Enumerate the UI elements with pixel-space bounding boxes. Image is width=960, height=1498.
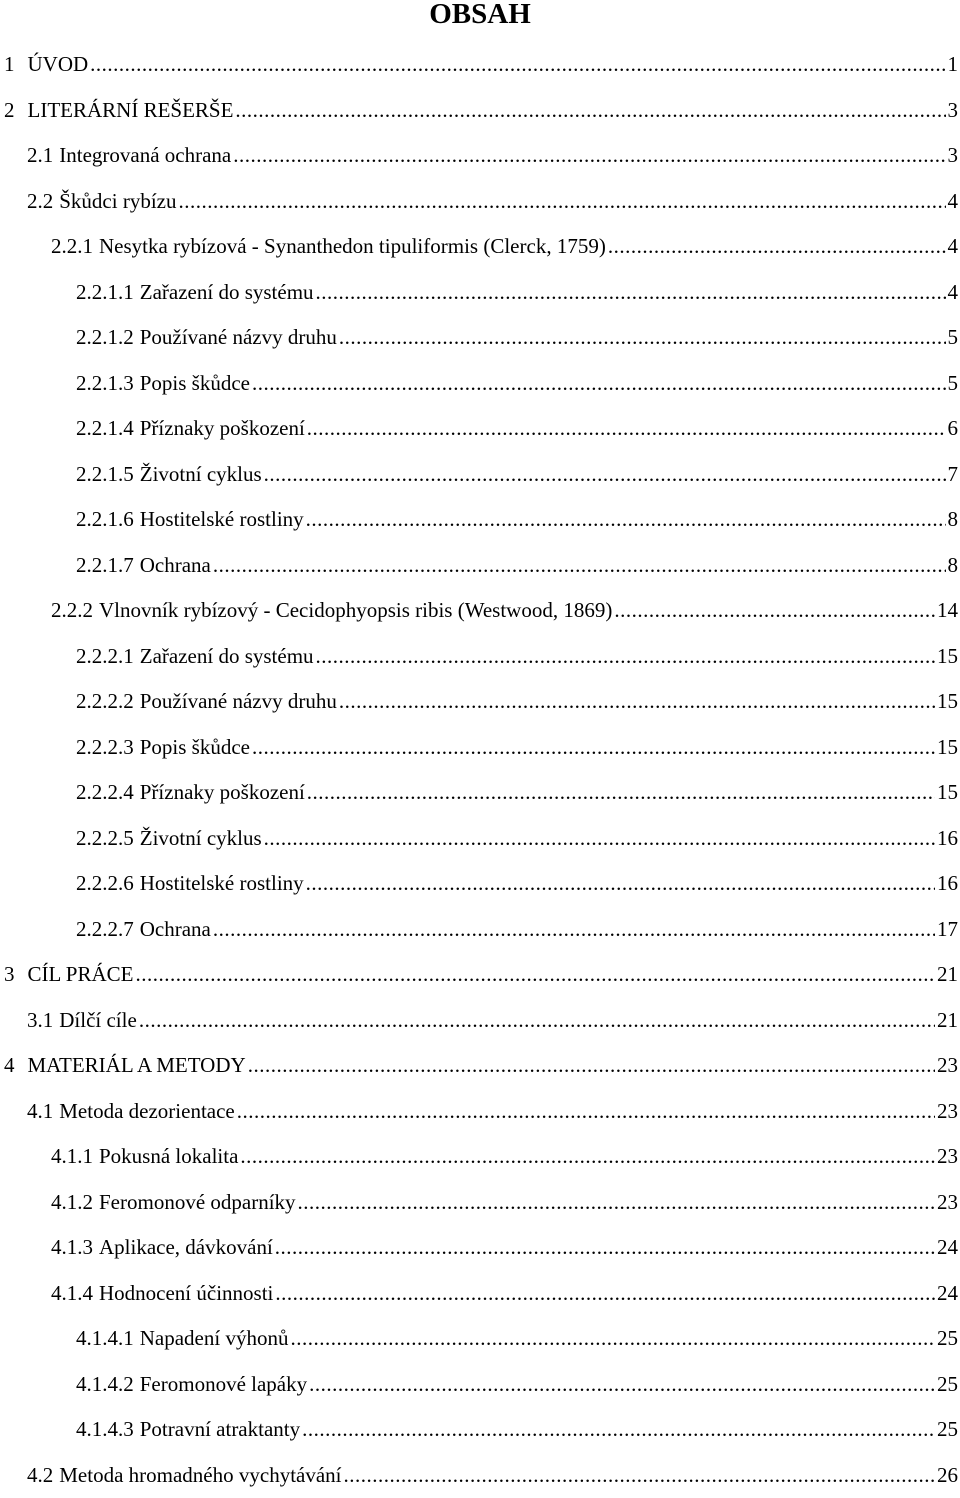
- toc-entry-number: 2.1: [27, 133, 53, 179]
- toc-entry-number: 2.2.2.5: [76, 816, 134, 862]
- toc-entry-number: 2.2.1.6: [76, 497, 134, 543]
- toc-entry-page-number: 1: [948, 42, 959, 88]
- toc-entry-page-number: 4: [948, 224, 959, 270]
- toc-entry-number: 4.1.4: [51, 1271, 93, 1317]
- toc-entry-number: 2.2.1.7: [76, 543, 134, 589]
- toc-entry-number: 2.2.2.6: [76, 861, 134, 907]
- toc-entry-number: 2.2.1.1: [76, 270, 134, 316]
- toc-entry-page-number: 3: [948, 133, 959, 179]
- toc-entry-title: Ochrana: [140, 543, 211, 589]
- toc-entry-number: 2: [4, 88, 15, 134]
- toc-entry-title: Vlnovník rybízový - Cecidophyopsis ribis (Westwood, 1869): [99, 588, 612, 634]
- toc-entry-page-number: 15: [937, 770, 958, 816]
- toc-entry-page-number: 3: [948, 88, 959, 134]
- page-title: OBSAH: [0, 0, 960, 34]
- dot-leader: [298, 1180, 935, 1226]
- toc-entry-page-number: 21: [937, 952, 958, 998]
- dot-leader: [213, 907, 935, 953]
- toc-entry[interactable]: [0, 588, 960, 634]
- table-of-contents: [0, 42, 960, 1498]
- dot-leader: [275, 1271, 935, 1317]
- toc-entry-number: 2.2.1.3: [76, 361, 134, 407]
- toc-entry-title: Ochrana: [140, 907, 211, 953]
- toc-entry[interactable]: [0, 816, 960, 862]
- toc-entry-title: Metoda dezorientace: [59, 1089, 235, 1135]
- toc-entry-title: Hodnocení účinnosti: [99, 1271, 273, 1317]
- toc-entry-page-number: 15: [937, 634, 958, 680]
- toc-entry-page-number: 23: [937, 1134, 958, 1180]
- toc-entry-page-number: 17: [937, 907, 958, 953]
- toc-entry[interactable]: [0, 1407, 960, 1453]
- dot-leader: [264, 816, 935, 862]
- toc-entry[interactable]: [0, 270, 960, 316]
- toc-entry[interactable]: [0, 1362, 960, 1408]
- toc-entry-number: 2.2.2.2: [76, 679, 134, 725]
- toc-entry-title: Škůdci rybízu: [59, 179, 176, 225]
- dot-leader: [275, 1225, 935, 1271]
- dot-leader: [307, 406, 946, 452]
- toc-entry-page-number: 8: [948, 543, 959, 589]
- toc-entry-title: Aplikace, dávkování: [99, 1225, 273, 1271]
- toc-entry[interactable]: [0, 1271, 960, 1317]
- toc-entry[interactable]: [0, 497, 960, 543]
- toc-entry[interactable]: [0, 179, 960, 225]
- toc-entry[interactable]: [0, 1316, 960, 1362]
- toc-entry[interactable]: [0, 361, 960, 407]
- toc-entry-number: 4.1.4.3: [76, 1407, 134, 1453]
- toc-entry-page-number: 16: [937, 861, 958, 907]
- dot-leader: [135, 952, 935, 998]
- toc-entry-page-number: 21: [937, 998, 958, 1044]
- dot-leader: [339, 315, 946, 361]
- toc-entry[interactable]: [0, 1225, 960, 1271]
- toc-entry-page-number: 6: [948, 406, 959, 452]
- toc-entry[interactable]: [0, 88, 960, 134]
- toc-entry[interactable]: [0, 406, 960, 452]
- toc-entry-title: Hostitelské rostliny: [140, 861, 304, 907]
- toc-entry-title: MATERIÁL A METODY: [28, 1043, 246, 1089]
- toc-entry-title: Integrovaná ochrana: [59, 133, 231, 179]
- toc-entry[interactable]: [0, 679, 960, 725]
- toc-entry[interactable]: [0, 1043, 960, 1089]
- toc-entry-number: 4: [4, 1043, 15, 1089]
- dot-leader: [240, 1134, 935, 1180]
- dot-leader: [264, 452, 946, 498]
- toc-entry[interactable]: [0, 998, 960, 1044]
- dot-leader: [306, 497, 946, 543]
- toc-entry-number: 1: [4, 42, 15, 88]
- toc-entry-page-number: 23: [937, 1180, 958, 1226]
- dot-leader: [237, 1089, 935, 1135]
- toc-entry-title: Hostitelské rostliny: [140, 497, 304, 543]
- toc-entry[interactable]: [0, 1180, 960, 1226]
- toc-entry-page-number: 25: [937, 1362, 958, 1408]
- toc-entry-page-number: 15: [937, 679, 958, 725]
- toc-entry-page-number: 24: [937, 1225, 958, 1271]
- toc-entry-number: 4.1: [27, 1089, 53, 1135]
- toc-entry[interactable]: [0, 952, 960, 998]
- toc-entry-title: Příznaky poškození: [140, 770, 305, 816]
- toc-entry-title: Popis škůdce: [140, 361, 250, 407]
- toc-entry-number: 2.2.1.4: [76, 406, 134, 452]
- toc-entry-number: 4.1.3: [51, 1225, 93, 1271]
- toc-entry-page-number: 23: [937, 1089, 958, 1135]
- toc-entry-title: Dílčí cíle: [59, 998, 137, 1044]
- toc-entry[interactable]: [0, 543, 960, 589]
- toc-entry-number: 2.2.2.1: [76, 634, 134, 680]
- toc-entry-title: Používané názvy druhu: [140, 679, 337, 725]
- dot-leader: [90, 42, 945, 88]
- toc-entry[interactable]: [0, 452, 960, 498]
- toc-entry[interactable]: [0, 725, 960, 771]
- toc-entry-number: 4.2: [27, 1453, 53, 1498]
- dot-leader: [316, 634, 935, 680]
- toc-entry-number: 2.2.2.7: [76, 907, 134, 953]
- toc-entry-number: 2.2.1: [51, 224, 93, 270]
- toc-entry-page-number: 5: [948, 315, 959, 361]
- toc-entry-page-number: 15: [937, 725, 958, 771]
- toc-entry-title: Životní cyklus: [140, 452, 262, 498]
- toc-entry-number: 4.1.4.1: [76, 1316, 134, 1362]
- toc-entry-page-number: 25: [937, 1407, 958, 1453]
- dot-leader: [252, 361, 946, 407]
- dot-leader: [608, 224, 946, 270]
- toc-entry-number: 3: [4, 952, 15, 998]
- toc-entry[interactable]: [0, 42, 960, 88]
- dot-leader: [252, 725, 935, 771]
- toc-entry[interactable]: [0, 224, 960, 270]
- dot-leader: [344, 1453, 936, 1498]
- toc-entry-title: Příznaky poškození: [140, 406, 305, 452]
- toc-entry-page-number: 16: [937, 816, 958, 862]
- dot-leader: [309, 1362, 935, 1408]
- toc-entry-page-number: 4: [948, 270, 959, 316]
- toc-entry-title: ÚVOD: [28, 42, 89, 88]
- toc-entry[interactable]: [0, 634, 960, 680]
- dot-leader: [306, 861, 935, 907]
- dot-leader: [178, 179, 945, 225]
- toc-entry[interactable]: [0, 1134, 960, 1180]
- toc-entry-number: 2.2.2: [51, 588, 93, 634]
- toc-entry-number: 2.2: [27, 179, 53, 225]
- toc-entry-title: Feromonové odparníky: [99, 1180, 296, 1226]
- toc-entry-title: Používané názvy druhu: [140, 315, 337, 361]
- toc-entry-number: 3.1: [27, 998, 53, 1044]
- toc-entry[interactable]: [0, 1453, 960, 1498]
- toc-entry-number: 4.1.4.2: [76, 1362, 134, 1408]
- toc-entry-title: Nesytka rybízová - Synanthedon tipuliformis (Clerck, 1759): [99, 224, 606, 270]
- toc-entry-page-number: 14: [937, 588, 958, 634]
- dot-leader: [302, 1407, 935, 1453]
- toc-entry-title: Životní cyklus: [140, 816, 262, 862]
- toc-entry-title: Pokusná lokalita: [99, 1134, 238, 1180]
- dot-leader: [233, 133, 945, 179]
- toc-entry-number: 2.2.1.5: [76, 452, 134, 498]
- toc-entry-title: Metoda hromadného vychytávání: [59, 1453, 341, 1498]
- toc-entry[interactable]: [0, 133, 960, 179]
- toc-entry-page-number: 26: [937, 1453, 958, 1498]
- dot-leader: [290, 1316, 935, 1362]
- toc-entry-number: 4.1.1: [51, 1134, 93, 1180]
- dot-leader: [307, 770, 935, 816]
- dot-leader: [139, 998, 935, 1044]
- toc-entry-page-number: 25: [937, 1316, 958, 1362]
- dot-leader: [213, 543, 946, 589]
- toc-entry-page-number: 7: [948, 452, 959, 498]
- toc-entry-title: Feromonové lapáky: [140, 1362, 307, 1408]
- toc-entry[interactable]: [0, 861, 960, 907]
- toc-entry-title: Zařazení do systému: [140, 634, 314, 680]
- dot-leader: [248, 1043, 935, 1089]
- toc-entry-number: 2.2.2.3: [76, 725, 134, 771]
- toc-entry-page-number: 4: [948, 179, 959, 225]
- toc-entry[interactable]: [0, 315, 960, 361]
- toc-entry[interactable]: [0, 1089, 960, 1135]
- toc-entry-page-number: 5: [948, 361, 959, 407]
- toc-entry-number: 4.1.2: [51, 1180, 93, 1226]
- toc-entry-page-number: 23: [937, 1043, 958, 1089]
- toc-entry[interactable]: [0, 770, 960, 816]
- toc-entry-title: Zařazení do systému: [140, 270, 314, 316]
- toc-entry-title: Popis škůdce: [140, 725, 250, 771]
- toc-entry-page-number: 8: [948, 497, 959, 543]
- dot-leader: [235, 88, 945, 134]
- toc-entry-title: LITERÁRNÍ REŠERŠE: [28, 88, 234, 134]
- toc-entry-number: 2.2.2.4: [76, 770, 134, 816]
- toc-entry-title: Potravní atraktanty: [140, 1407, 300, 1453]
- dot-leader: [614, 588, 935, 634]
- toc-entry-title: Napadení výhonů: [140, 1316, 289, 1362]
- dot-leader: [339, 679, 935, 725]
- toc-entry[interactable]: [0, 907, 960, 953]
- toc-entry-title: CÍL PRÁCE: [28, 952, 134, 998]
- toc-entry-number: 2.2.1.2: [76, 315, 134, 361]
- dot-leader: [316, 270, 946, 316]
- toc-entry-page-number: 24: [937, 1271, 958, 1317]
